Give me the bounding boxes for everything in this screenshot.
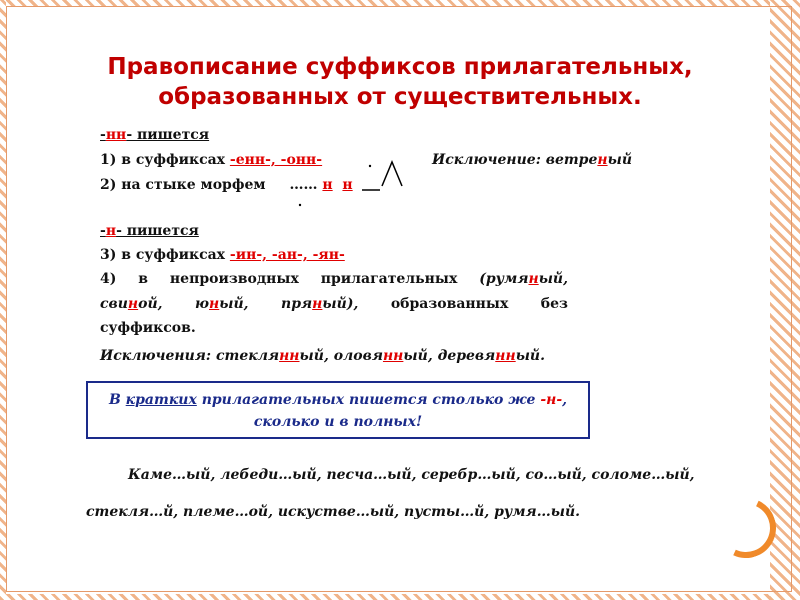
nn-heading-rest: - пишется	[126, 127, 210, 143]
exceptions-n	[100, 347, 545, 365]
nn-item-2-text: 2) на стыке морфем	[100, 177, 266, 193]
rule-p1: В	[108, 392, 126, 408]
n-item-4-word-nonderived: непроизводных	[169, 271, 299, 287]
exceptions-n-w3-mark: нн	[495, 348, 516, 364]
nn-item-2-n1: н	[322, 177, 333, 193]
nn-item-2-n2: н	[342, 177, 353, 193]
n-item-3-text: 3) в суффиксах	[100, 247, 230, 263]
n-item-4-ex3-end: ый,	[219, 296, 249, 312]
rule-p3: прилагательных пишется столько же	[196, 392, 541, 408]
rule-line2: сколько и в полных!	[253, 414, 423, 430]
exceptions-n-w2-start: оловя	[333, 348, 383, 364]
rule-line1	[90, 389, 586, 411]
exceptions-n-w2-mark: нн	[382, 348, 404, 364]
exceptions-n-w1-mark: нн	[279, 348, 300, 364]
n-item-4-ex4-mark: н	[312, 296, 323, 312]
n-item-4-example-4	[281, 295, 358, 313]
nn-heading-prefix: -	[100, 127, 106, 143]
n-heading-prefix: -	[100, 223, 106, 239]
morpheme-boundary-mark	[360, 158, 410, 208]
rule-p2: кратких	[125, 392, 197, 408]
exercise-line-1: Каме…ый, лебеди…ый, песча…ый, серебр…ый, со…ый, соломе…ый,	[128, 467, 695, 483]
n-item-4-line2	[100, 295, 568, 313]
n-item-4-num: 4)	[100, 271, 117, 287]
exception-nn-word-end: ый	[607, 152, 633, 168]
n-item-4-word-v: в	[138, 271, 149, 287]
n-item-4-ex4-start: пря	[281, 296, 313, 312]
exception-nn	[432, 151, 632, 169]
slide-title-line1: Правописание суффиксов прилагательных,	[107, 54, 693, 80]
slide-title-line2: образованных от существительных.	[158, 84, 642, 110]
rule-text	[90, 389, 586, 433]
n-item-4-example-1	[479, 270, 568, 288]
n-item-4-line1	[100, 270, 568, 288]
rule-p4: -н-	[540, 392, 563, 408]
n-item-4-ex2-mark: н	[127, 296, 139, 312]
decorative-border-bottom	[0, 594, 800, 600]
n-item-3-suffixes: -ин-, -ан-, -ян-	[229, 247, 345, 263]
n-item-4-word-adjectives: прилагательных	[320, 271, 458, 287]
rule-p5: ,	[562, 392, 568, 408]
slide-title	[40, 52, 760, 112]
n-item-4-ex3-start: ю	[195, 296, 210, 312]
n-item-4-line3: суффиксов.	[100, 320, 196, 336]
n-heading-rest: - пишется	[116, 223, 199, 239]
n-item-4-example-3	[195, 295, 249, 313]
exceptions-n-w1-start: стекля	[215, 348, 280, 364]
exercise-line-2: стекля…й, племе…ой, искустве…ый, пусты…й, румя…ый.	[86, 504, 580, 520]
n-item-4-ex3-mark: н	[209, 296, 220, 312]
nn-item-1-suffixes: -енн-, -онн-	[229, 152, 323, 168]
nn-item-1-text: 1) в суффиксах	[100, 152, 230, 168]
nn-heading-mark: нн	[105, 127, 127, 143]
n-item-4-ex1-start: (румя	[479, 271, 529, 287]
n-item-4-word-formed: образованных	[390, 296, 509, 312]
nn-heading	[100, 126, 209, 144]
exceptions-n-w3-end: ый.	[515, 348, 545, 364]
n-item-4-ex1-mark: н	[528, 271, 539, 287]
exception-nn-word-start: ветре	[545, 152, 598, 168]
n-item-4-ex1-end: ый,	[538, 271, 568, 287]
n-item-4-ex2-end: ой,	[138, 296, 163, 312]
exception-nn-label: Исключение:	[432, 152, 546, 168]
nn-item-2	[100, 176, 353, 194]
n-item-3	[100, 246, 345, 264]
exceptions-n-w1-end: ый,	[299, 348, 334, 364]
n-item-4-word-without: без	[540, 296, 568, 312]
n-heading	[100, 222, 199, 240]
exception-nn-word-mark: н	[597, 152, 608, 168]
nn-item-2-dots: ……	[289, 177, 323, 193]
exceptions-n-w2-end: ый,	[403, 348, 438, 364]
n-item-4-ex4-end: ый),	[322, 296, 359, 312]
nn-item-1	[100, 151, 322, 169]
exceptions-n-w3-start: деревя	[437, 348, 496, 364]
n-heading-mark: н	[105, 223, 117, 239]
n-item-4-ex2-start: сви	[100, 296, 128, 312]
exceptions-n-label: Исключения:	[100, 348, 216, 364]
n-item-4-example-2	[100, 295, 163, 313]
